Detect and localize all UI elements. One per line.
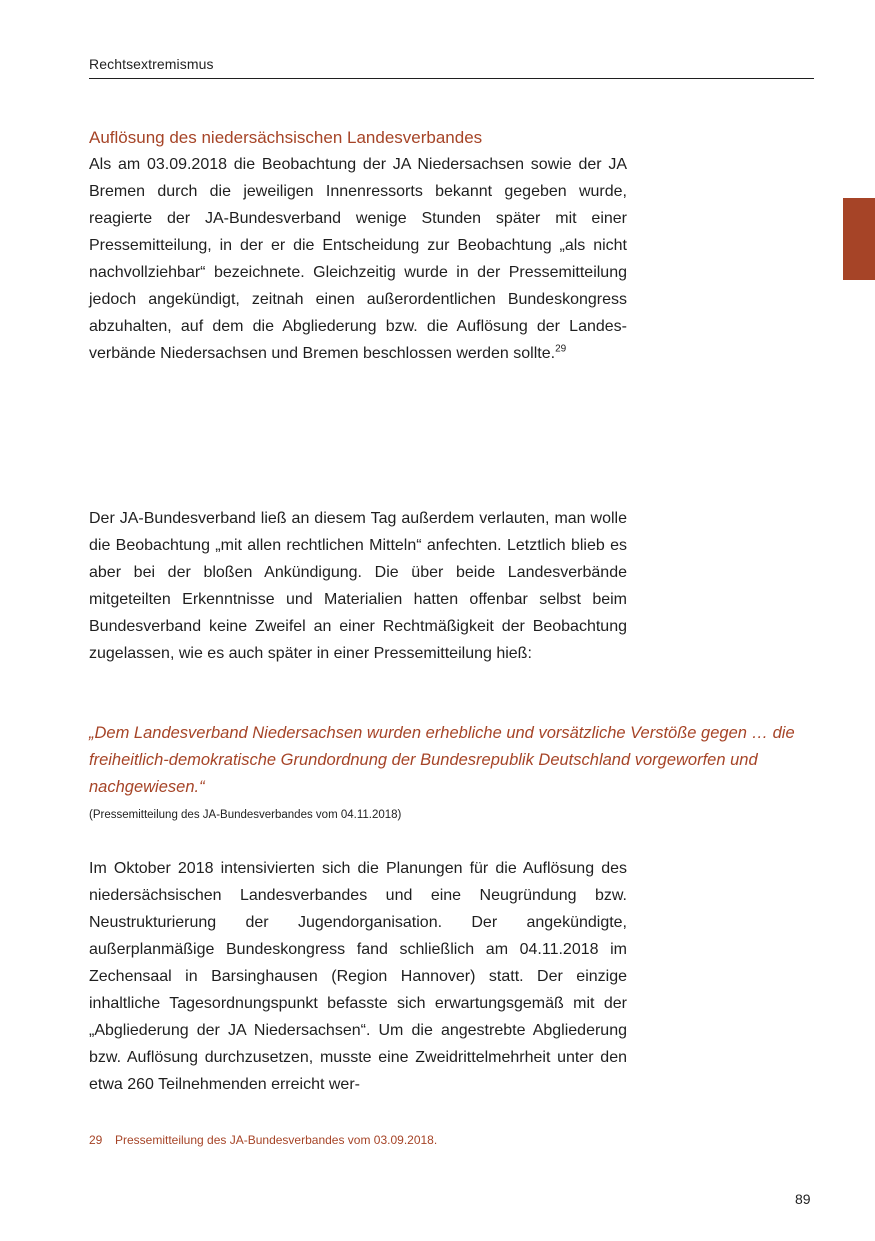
block-quote: „Dem Landesverband Niedersachsen wurden erhebliche und vorsätzliche Verstöße gegen … die freiheitlich-demokratische Grundordnung der Bundesrepublik Deutschland vorgeworfen und nachgewiesen.“ [89,724,795,796]
footnote-text: Pressemitteilung des JA-Bundesverbandes vom 03.09.2018. [115,1133,438,1147]
section-title: Auflösung des niedersächsischen Landesverbandes [89,128,483,147]
header-rule [89,78,814,79]
paragraph-1-text: Als am 03.09.2018 die Beobachtung der JA Niedersachsen sowie der JA Bremen durch die jeweiligen Innenressorts bekannt gegeben wurde, reagierte der JA-Bundesverband wenige Stunden später mit einer Pressemitteilung, in der er die Entscheidung zur Beobachtung „als nicht nachvollziehbar“ bezeichnete. Gleichzeitig wurde in der Pressemitteilung jedoch angekündigt, zeitnah einen außerordentlichen Bundeskongress abzuhalten, auf dem die Abgliederung bzw. die Auflösung der Landesverbände Niedersachsen und Bremen beschlossen werden sollte. [89,156,627,362]
footnote-number: 29 [89,1133,103,1147]
chapter-side-tab [843,198,875,280]
footnote [89,1133,437,1147]
paragraph-2: Der JA-Bundesverband ließ an diesem Tag außerdem verlauten, man wolle die Beobachtung „mit allen rechtlichen Mitteln“ anfechten. Letztlich blieb es aber bei der bloßen Ankündigung. Die über beide Landesverbände mitgeteilten Erkenntnisse und Materialien hatten offenbar selbst beim Bundesverband keine Zweifel an einer Rechtmäßigkeit der Beobachtung zugelassen, wie es auch später in einer Pressemitteilung hieß: [89,510,627,662]
running-head: Rechtsextremismus [89,56,214,72]
quote-citation: (Pressemitteilung des JA-Bundesverbandes vom 04.11.2018) [89,809,402,821]
footnote-reference: 29 [555,343,567,355]
paragraph-3: Im Oktober 2018 intensivierten sich die Planungen für die Auflösung des niedersächsischen Landesverbandes und eine Neugründung bzw. Neustrukturierung der Jugendorganisation. Der angekündigte, außerplanmäßige Bundeskongress fand schließlich am 04.11.2018 im Zechensaal in Barsinghausen (Region Hannover) statt. Der einzige inhaltliche Tagesordnungspunkt befasste sich erwartungsgemäß mit der „Abgliederung der JA Niedersachsen“. Um die angestrebte Abgliederung bzw. Auflösung durchzusetzen, musste eine Zweidrittelmehrheit unter den etwa 260 Teilnehmenden erreicht wer- [89,860,627,1093]
paragraph-1 [89,151,627,367]
page-number: 89 [795,1191,811,1207]
